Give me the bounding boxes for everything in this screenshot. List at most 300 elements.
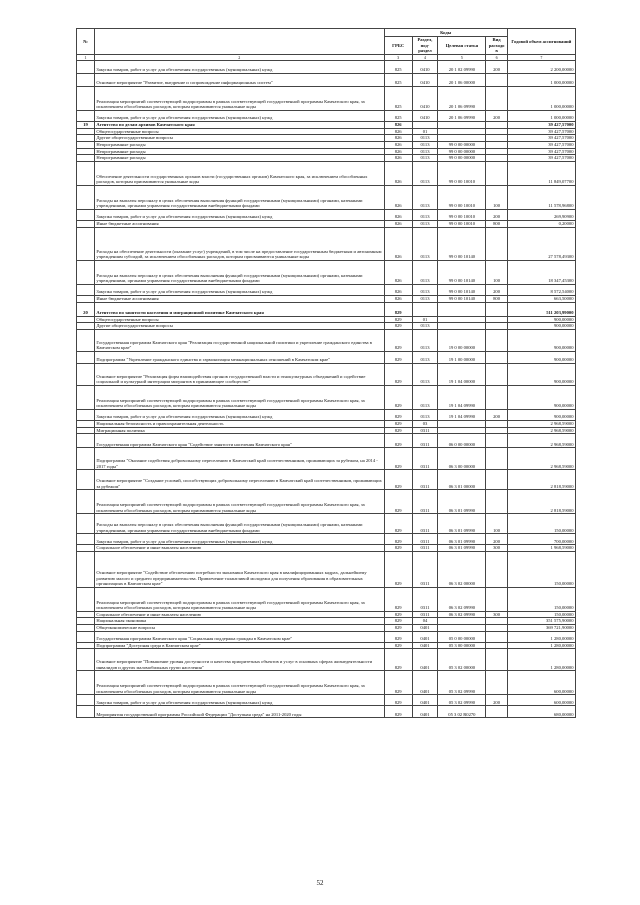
- row-name: Реализация мероприятий соответствующей подпрограммы в рамках соответствующей государственной программы Камчатского края, за исключением обособленных расходов, которым присваиваются уникальные коды: [94, 671, 384, 695]
- row-celevaya: 05 3 02 09990: [438, 695, 486, 706]
- row-razdel: 04: [412, 618, 438, 625]
- table-row: [77, 148, 576, 155]
- row-celevaya: [438, 427, 486, 434]
- colnum: 4: [412, 54, 438, 60]
- row-vid: [486, 551, 507, 587]
- row-celevaya: 19 1 00 00000: [438, 351, 486, 363]
- row-sum: 8 572,54000: [507, 284, 575, 295]
- row-vid: 100: [486, 260, 507, 284]
- row-sum: 1 968,59000: [507, 545, 575, 552]
- row-number: [77, 316, 95, 323]
- row-razdel: 0113: [412, 141, 438, 148]
- row-name: Общегосударственные вопросы: [94, 316, 384, 323]
- row-grbs: 829: [384, 329, 412, 351]
- row-vid: 300: [486, 545, 507, 552]
- table-row: [77, 86, 576, 110]
- row-name: Основное мероприятие "Создание условий, способствующих добровольному переселению в Камчатский край соотечественников, проживающих за рубежом": [94, 470, 384, 490]
- row-grbs: 829: [384, 611, 412, 618]
- row-celevaya: [438, 316, 486, 323]
- row-celevaya: 20 1 06 00000: [438, 73, 486, 86]
- row-name: Реализация мероприятий соответствующей подпрограммы в рамках соответствующей государственной программы Камчатского края, за исключением обособленных расходов, которым присваиваются уникальные коды: [94, 587, 384, 611]
- row-celevaya: 99 0 00 10140: [438, 295, 486, 302]
- row-name: Национальная безопасность и правоохранительная деятельность: [94, 420, 384, 427]
- row-celevaya: 99 0 00 10140: [438, 260, 486, 284]
- row-sum: 2 968,59000: [507, 434, 575, 448]
- header-razdel: Раздел, под-раздел: [412, 37, 438, 55]
- row-name: Реализация мероприятий соответствующей подпрограммы в рамках соответствующей государственной программы Камчатского края, за исключением обособленных расходов, которым присваиваются уникальные коды: [94, 86, 384, 110]
- colnum: 1: [77, 54, 95, 60]
- row-grbs: 826: [384, 135, 412, 142]
- row-number: [77, 329, 95, 351]
- table-row: [77, 470, 576, 490]
- row-razdel: 0311: [412, 611, 438, 618]
- row-sum: 18 347,45300: [507, 260, 575, 284]
- table-row: [77, 695, 576, 706]
- row-celevaya: 05 3 02 00000: [438, 649, 486, 671]
- row-razdel: 0113: [412, 329, 438, 351]
- table-row: [77, 545, 576, 552]
- row-number: 20: [77, 302, 95, 316]
- row-celevaya: 06 3 02 09990: [438, 611, 486, 618]
- row-razdel: 0113: [412, 385, 438, 409]
- row-grbs: 829: [384, 642, 412, 649]
- row-grbs: 829: [384, 351, 412, 363]
- row-sum: 511 203,99000: [507, 302, 575, 316]
- colnum: 6: [486, 54, 507, 60]
- row-number: [77, 128, 95, 135]
- row-name: Расходы на выплаты персоналу в целях обеспечения выполнения функций государственными (муниципальными) органами, казенными учреждениями, органами управления государственными внебюджетными фондами: [94, 185, 384, 209]
- row-sum: 150,00000: [507, 551, 575, 587]
- row-name: Государственная программа Камчатского края "Содействие занятости населения Камчатского края": [94, 434, 384, 448]
- row-razdel: 0113: [412, 209, 438, 220]
- row-celevaya: 20 1 02 09990: [438, 60, 486, 73]
- table-row: [77, 302, 576, 316]
- row-name: Основное мероприятие "Развитие, внедрение и сопровождение информационных систем": [94, 73, 384, 86]
- row-number: [77, 587, 95, 611]
- row-razdel: 0311: [412, 434, 438, 448]
- row-vid: [486, 618, 507, 625]
- row-grbs: 825: [384, 110, 412, 121]
- row-vid: [486, 427, 507, 434]
- row-number: [77, 363, 95, 385]
- row-sum: 2 968,59000: [507, 448, 575, 470]
- row-razdel: 0113: [412, 323, 438, 330]
- row-celevaya: 06 3 01 09990: [438, 514, 486, 534]
- table-row: [77, 295, 576, 302]
- row-celevaya: 06 3 00 00000: [438, 448, 486, 470]
- row-sum: 1 280,00000: [507, 631, 575, 642]
- page-number: 52: [316, 879, 324, 887]
- table-row: [77, 631, 576, 642]
- row-celevaya: 20 1 06 09990: [438, 110, 486, 121]
- row-vid: [486, 148, 507, 155]
- row-sum: 2 968,59000: [507, 427, 575, 434]
- table-row: [77, 363, 576, 385]
- row-celevaya: [438, 128, 486, 135]
- row-sum: 1 280,00000: [507, 649, 575, 671]
- row-vid: [486, 631, 507, 642]
- row-grbs: 829: [384, 448, 412, 470]
- row-grbs: 829: [384, 323, 412, 330]
- row-grbs: 829: [384, 618, 412, 625]
- table-row: [77, 323, 576, 330]
- row-vid: [486, 128, 507, 135]
- row-number: [77, 284, 95, 295]
- row-razdel: [412, 302, 438, 316]
- row-celevaya: [438, 420, 486, 427]
- row-sum: 150,00000: [507, 611, 575, 618]
- row-sum: 1 000,00000: [507, 86, 575, 110]
- row-razdel: 0113: [412, 185, 438, 209]
- row-celevaya: 06 3 01 09990: [438, 545, 486, 552]
- colnum: 2: [94, 54, 384, 60]
- table-row: [77, 155, 576, 162]
- header-celevaya: Целевая статья: [438, 37, 486, 55]
- row-vid: 100: [486, 514, 507, 534]
- row-number: [77, 385, 95, 409]
- row-sum: 369 721,90000: [507, 624, 575, 631]
- row-number: [77, 185, 95, 209]
- row-celevaya: 19 1 04 00000: [438, 363, 486, 385]
- row-razdel: 0113: [412, 295, 438, 302]
- row-name: Агентство по занятости населения и миграционной политике Камчатского края: [94, 302, 384, 316]
- row-number: [77, 220, 95, 227]
- row-grbs: 829: [384, 587, 412, 611]
- row-vid: 100: [486, 185, 507, 209]
- row-vid: [486, 73, 507, 86]
- row-vid: [486, 448, 507, 470]
- table-row: [77, 220, 576, 227]
- row-celevaya: [438, 302, 486, 316]
- row-celevaya: 05 3 02 09990: [438, 671, 486, 695]
- row-vid: 200: [486, 409, 507, 420]
- row-name: Основное мероприятие "Повышение уровня доступности и качества приоритетных объектов и услуг в основных сферах жизнедеятельности инвалидов и других маломобильных групп населения": [94, 649, 384, 671]
- row-sum: 39 427,57000: [507, 121, 575, 128]
- row-celevaya: 06 0 00 00000: [438, 434, 486, 448]
- row-sum: 39 427,57000: [507, 155, 575, 162]
- table-row: [77, 385, 576, 409]
- row-name: Другие общегосударственные вопросы: [94, 323, 384, 330]
- row-celevaya: 99 0 00 00000: [438, 155, 486, 162]
- row-sum: 39 427,57000: [507, 148, 575, 155]
- row-grbs: 829: [384, 363, 412, 385]
- row-grbs: 829: [384, 649, 412, 671]
- row-grbs: 829: [384, 695, 412, 706]
- row-number: [77, 551, 95, 587]
- row-grbs: 826: [384, 260, 412, 284]
- table-row: [77, 420, 576, 427]
- row-razdel: 0113: [412, 227, 438, 260]
- table-row: [77, 434, 576, 448]
- row-vid: [486, 587, 507, 611]
- row-number: [77, 671, 95, 695]
- row-celevaya: 05 3 00 00000: [438, 642, 486, 649]
- row-number: [77, 631, 95, 642]
- row-number: [77, 161, 95, 185]
- row-razdel: 0311: [412, 534, 438, 545]
- row-number: [77, 295, 95, 302]
- row-vid: [486, 161, 507, 185]
- table-row: [77, 260, 576, 284]
- row-name: Социальное обеспечение и иные выплаты населению: [94, 611, 384, 618]
- colnum: 7: [507, 54, 575, 60]
- row-sum: 900,00000: [507, 363, 575, 385]
- row-razdel: 0113: [412, 161, 438, 185]
- row-name: Расходы на обеспечение деятельности (оказание услуг) учреждений, в том числе на предоставление государственным бюджетным и автономным учреждениям субсидий, за исключением обособленных расходов, которым присваиваются уникальные коды: [94, 227, 384, 260]
- row-name: Другие общегосударственные вопросы: [94, 135, 384, 142]
- row-name: Закупка товаров, работ и услуг для обеспечения государственных (муниципальных) нужд: [94, 284, 384, 295]
- row-name: Мероприятия государственной программы Российской Федерации "Доступная среда" на 2011-2020 годы: [94, 706, 384, 718]
- table-row: [77, 316, 576, 323]
- row-number: [77, 209, 95, 220]
- row-celevaya: 99 0 00 00000: [438, 148, 486, 155]
- row-name: Национальная экономика: [94, 618, 384, 625]
- table-row: [77, 448, 576, 470]
- row-grbs: 826: [384, 128, 412, 135]
- row-razdel: 0401: [412, 642, 438, 649]
- row-razdel: 0113: [412, 260, 438, 284]
- row-name: Расходы на выплаты персоналу в целях обеспечения выполнения функций государственными (муниципальными) органами, казенными учреждениями, органами управления государственными внебюджетными фондами: [94, 260, 384, 284]
- table-header: [77, 29, 576, 61]
- row-sum: 680,00000: [507, 706, 575, 718]
- row-razdel: 0410: [412, 60, 438, 73]
- row-celevaya: 19 1 04 09990: [438, 409, 486, 420]
- row-celevaya: 06 3 01 09990: [438, 534, 486, 545]
- row-celevaya: [438, 624, 486, 631]
- row-name: Подпрограмма "Оказание содействия добровольному переселению в Камчатский край соотечественников, проживающих за рубежом, на 2014 - 2017 годы": [94, 448, 384, 470]
- row-grbs: 829: [384, 631, 412, 642]
- row-number: [77, 695, 95, 706]
- table-row: [77, 649, 576, 671]
- row-sum: 39 427,57000: [507, 128, 575, 135]
- row-sum: 900,00000: [507, 351, 575, 363]
- table-row: [77, 514, 576, 534]
- row-razdel: 0113: [412, 135, 438, 142]
- row-vid: [486, 470, 507, 490]
- table-row: [77, 351, 576, 363]
- row-grbs: 825: [384, 60, 412, 73]
- row-celevaya: 19 1 04 09990: [438, 385, 486, 409]
- row-celevaya: 99 0 00 10140: [438, 284, 486, 295]
- row-name: Реализация мероприятий соответствующей подпрограммы в рамках соответствующей государственной программы Камчатского края, за исключением обособленных расходов, которым присваиваются уникальные коды: [94, 385, 384, 409]
- row-sum: 39 427,57000: [507, 135, 575, 142]
- row-name: Иные бюджетные ассигнования: [94, 295, 384, 302]
- row-name: Закупка товаров, работ и услуг для обеспечения государственных (муниципальных) нужд: [94, 60, 384, 73]
- row-sum: 11 849,07700: [507, 161, 575, 185]
- row-grbs: 829: [384, 409, 412, 420]
- row-razdel: 0401: [412, 671, 438, 695]
- row-number: [77, 534, 95, 545]
- row-vid: [486, 363, 507, 385]
- row-celevaya: 99 0 00 10010: [438, 209, 486, 220]
- row-sum: 600,00000: [507, 671, 575, 695]
- row-name: Подпрограмма "Доступная среда в Камчатском крае": [94, 642, 384, 649]
- row-name: Закупка товаров, работ и услуг для обеспечения государственных (муниципальных) нужд: [94, 409, 384, 420]
- row-number: [77, 618, 95, 625]
- table-row: [77, 284, 576, 295]
- row-sum: 351 575,90000: [507, 618, 575, 625]
- row-razdel: 0113: [412, 284, 438, 295]
- row-celevaya: [438, 135, 486, 142]
- row-sum: 900,00000: [507, 409, 575, 420]
- row-number: [77, 624, 95, 631]
- header-name: [94, 29, 384, 55]
- header-grbs: ГРБС: [384, 37, 412, 55]
- table-row: [77, 110, 576, 121]
- table-row: [77, 642, 576, 649]
- table-row: [77, 73, 576, 86]
- row-number: [77, 434, 95, 448]
- row-grbs: 829: [384, 624, 412, 631]
- row-vid: 200: [486, 695, 507, 706]
- table-row: [77, 409, 576, 420]
- header-no: №: [77, 29, 95, 55]
- row-grbs: 829: [384, 534, 412, 545]
- row-celevaya: 05 3 02 R0270: [438, 706, 486, 718]
- row-number: [77, 73, 95, 86]
- row-razdel: 01: [412, 128, 438, 135]
- row-vid: [486, 135, 507, 142]
- row-number: [77, 470, 95, 490]
- row-grbs: 825: [384, 86, 412, 110]
- row-sum: 900,00000: [507, 385, 575, 409]
- row-celevaya: 06 3 01 09990: [438, 490, 486, 514]
- row-razdel: 0311: [412, 551, 438, 587]
- row-number: [77, 642, 95, 649]
- table-row: [77, 427, 576, 434]
- row-grbs: 829: [384, 490, 412, 514]
- row-sum: 1 000,00000: [507, 73, 575, 86]
- table-row: [77, 141, 576, 148]
- row-name: Общеэкономические вопросы: [94, 624, 384, 631]
- row-celevaya: 20 1 06 09990: [438, 86, 486, 110]
- row-vid: 200: [486, 110, 507, 121]
- row-vid: 300: [486, 611, 507, 618]
- row-vid: [486, 302, 507, 316]
- table-row: [77, 611, 576, 618]
- row-grbs: 826: [384, 161, 412, 185]
- row-razdel: 0401: [412, 649, 438, 671]
- row-name: Основное мероприятие "Содействие обеспечению потребности экономики Камчатского края в квалифицированных кадрах, дальнейшему развитию малого и среднего предпринимательства. Привлечение талантливой молодежи для получения образования в образовательных организациях в Камчатском крае": [94, 551, 384, 587]
- row-celevaya: 99 0 00 00000: [438, 141, 486, 148]
- row-sum: 2 200,00000: [507, 60, 575, 73]
- row-number: [77, 60, 95, 73]
- row-razdel: 0401: [412, 706, 438, 718]
- row-name: Обеспечение деятельности государственных органов власти (государственных органов) Камчатского края, за исключением обособленных расходов, которым присваиваются уникальные коды: [94, 161, 384, 185]
- row-celevaya: 99 0 00 10140: [438, 227, 486, 260]
- row-sum: 900,00000: [507, 316, 575, 323]
- row-name: Закупка товаров, работ и услуг для обеспечения государственных (муниципальных) нужд: [94, 110, 384, 121]
- row-razdel: 01: [412, 316, 438, 323]
- table-row: [77, 671, 576, 695]
- row-sum: 27 578,49300: [507, 227, 575, 260]
- row-name: Расходы на выплаты персоналу в целях обеспечения выполнения функций государственными (муниципальными) органами, казенными учреждениями, органами управления государственными внебюджетными фондами: [94, 514, 384, 534]
- row-vid: [486, 385, 507, 409]
- row-number: [77, 260, 95, 284]
- row-vid: [486, 434, 507, 448]
- row-celevaya: [438, 618, 486, 625]
- row-grbs: 826: [384, 295, 412, 302]
- table-row: [77, 161, 576, 185]
- table-row: [77, 121, 576, 128]
- row-sum: 2 818,59000: [507, 490, 575, 514]
- row-number: 19: [77, 121, 95, 128]
- row-celevaya: 06 3 02 09990: [438, 587, 486, 611]
- table-row: [77, 624, 576, 631]
- row-number: [77, 490, 95, 514]
- row-grbs: 829: [384, 671, 412, 695]
- row-vid: 200: [486, 209, 507, 220]
- row-number: [77, 420, 95, 427]
- row-vid: 200: [486, 534, 507, 545]
- row-number: [77, 448, 95, 470]
- row-sum: 600,00000: [507, 695, 575, 706]
- row-vid: [486, 642, 507, 649]
- table-row: [77, 185, 576, 209]
- row-number: [77, 427, 95, 434]
- row-celevaya: 06 3 02 00000: [438, 551, 486, 587]
- table-row: [77, 227, 576, 260]
- row-grbs: 826: [384, 185, 412, 209]
- row-grbs: 826: [384, 209, 412, 220]
- row-razdel: 0113: [412, 363, 438, 385]
- row-number: [77, 514, 95, 534]
- row-grbs: 829: [384, 545, 412, 552]
- row-grbs: 826: [384, 121, 412, 128]
- header-codes-group: Коды: [384, 29, 507, 37]
- header-sum: Годовой объем ассигнований: [507, 29, 575, 55]
- row-grbs: 826: [384, 220, 412, 227]
- row-number: [77, 155, 95, 162]
- row-sum: 700,00000: [507, 534, 575, 545]
- row-razdel: 03: [412, 420, 438, 427]
- row-razdel: 0311: [412, 587, 438, 611]
- row-vid: [486, 121, 507, 128]
- row-number: [77, 135, 95, 142]
- row-sum: 2 818,59000: [507, 470, 575, 490]
- row-celevaya: 19 0 00 00000: [438, 329, 486, 351]
- row-razdel: 0401: [412, 695, 438, 706]
- row-sum: 663,50000: [507, 295, 575, 302]
- table-row: [77, 60, 576, 73]
- row-sum: 269,90900: [507, 209, 575, 220]
- row-sum: 0,20000: [507, 220, 575, 227]
- table-row: [77, 587, 576, 611]
- row-number: [77, 227, 95, 260]
- row-number: [77, 706, 95, 718]
- row-number: [77, 649, 95, 671]
- row-celevaya: 06 3 01 00000: [438, 470, 486, 490]
- row-name: Закупка товаров, работ и услуг для обеспечения государственных (муниципальных) нужд: [94, 209, 384, 220]
- row-sum: 11 578,96800: [507, 185, 575, 209]
- row-vid: [486, 420, 507, 427]
- row-grbs: 826: [384, 284, 412, 295]
- row-razdel: 0410: [412, 86, 438, 110]
- row-razdel: 0401: [412, 624, 438, 631]
- row-sum: 150,00000: [507, 514, 575, 534]
- row-celevaya: [438, 121, 486, 128]
- row-razdel: 0311: [412, 545, 438, 552]
- row-celevaya: 05 0 00 00000: [438, 631, 486, 642]
- row-grbs: 825: [384, 73, 412, 86]
- row-vid: [486, 329, 507, 351]
- row-vid: [486, 227, 507, 260]
- row-celevaya: 99 0 00 10010: [438, 185, 486, 209]
- row-name: Агентство по делам архивов Камчатского края: [94, 121, 384, 128]
- row-sum: 900,00000: [507, 329, 575, 351]
- table-row: [77, 135, 576, 142]
- row-name: Социальное обеспечение и иные выплаты населению: [94, 545, 384, 552]
